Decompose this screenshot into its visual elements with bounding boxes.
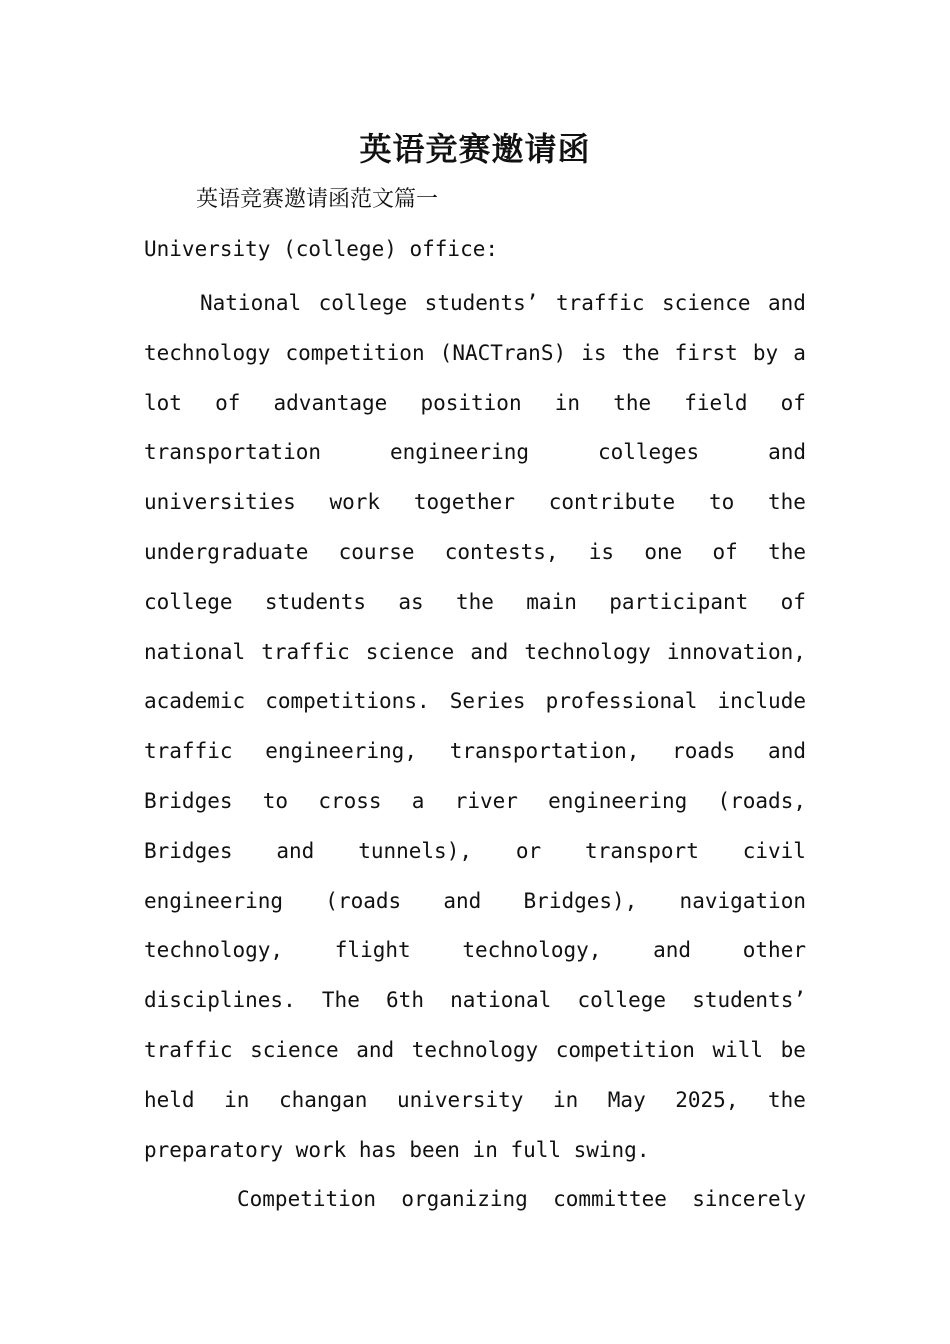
body-word: is <box>588 539 615 564</box>
body-word: transport <box>585 838 699 863</box>
body-word: as <box>398 589 424 614</box>
body-word: the <box>456 589 494 614</box>
body-line <box>144 628 806 678</box>
body-word: and <box>470 639 509 664</box>
body-word: academic <box>144 689 246 714</box>
body-word: in <box>472 1137 498 1162</box>
body-word: colleges <box>597 440 700 465</box>
body-word: innovation, <box>666 639 806 664</box>
body-line <box>144 777 806 827</box>
body-word: and <box>768 291 806 315</box>
salutation: University (college) office: <box>144 237 499 261</box>
body-word: together <box>413 490 515 515</box>
body-line <box>144 1126 806 1176</box>
body-word: flight <box>334 938 411 963</box>
body-word: 6th <box>386 988 424 1013</box>
body-word: contribute <box>548 490 676 515</box>
body-line <box>144 578 806 628</box>
body-word: changan <box>278 1087 368 1112</box>
body-word: May <box>607 1087 646 1112</box>
body-word: of <box>780 390 806 415</box>
body-word: the <box>613 390 652 415</box>
body-word: undergraduate <box>144 539 309 564</box>
body-line <box>144 877 806 927</box>
document-title: 英语竞赛邀请函 <box>359 130 591 168</box>
body-word: in <box>224 1087 250 1112</box>
body-word: advantage <box>273 390 388 415</box>
body-word: engineering, <box>265 739 417 764</box>
body-word: main <box>526 589 577 614</box>
body-line <box>144 827 806 877</box>
body-word: traffic <box>261 639 350 664</box>
body-word: college <box>577 988 667 1013</box>
body-word: committee <box>553 1187 667 1212</box>
body-word: the <box>768 490 806 515</box>
body-line <box>144 478 806 528</box>
body-word: is <box>581 340 607 365</box>
body-word: Bridges <box>144 788 233 813</box>
body-word: of <box>215 390 241 415</box>
body-word: navigation <box>679 888 806 913</box>
body-word: other <box>742 938 806 963</box>
body-paragraphs <box>144 279 806 1225</box>
body-word: competitions. <box>265 689 430 714</box>
body-word: has <box>358 1137 397 1162</box>
body-word: competition <box>555 1037 695 1062</box>
body-line <box>144 279 806 329</box>
body-word: science <box>365 639 455 664</box>
body-word: National <box>200 291 302 315</box>
body-word: and <box>653 938 692 963</box>
body-word: position <box>420 390 522 415</box>
body-word: and <box>768 739 806 764</box>
body-word: river <box>454 788 518 813</box>
body-line <box>144 1175 806 1225</box>
body-word: engineering <box>144 888 284 913</box>
body-word: traffic <box>144 1037 233 1062</box>
body-word: disciplines. <box>144 988 296 1013</box>
body-word: been <box>409 1137 460 1162</box>
body-word: work <box>329 490 381 515</box>
body-word: science <box>661 291 751 315</box>
body-word: and <box>356 1037 395 1062</box>
body-word: to <box>708 490 735 515</box>
body-line <box>144 428 806 478</box>
body-word: transportation <box>144 440 322 465</box>
body-word: work <box>295 1137 347 1162</box>
body-word: The <box>321 988 360 1013</box>
body-word: technology, <box>462 938 602 963</box>
body-word: students’ <box>692 988 806 1013</box>
body-word: engineering <box>548 788 688 813</box>
body-word: swing. <box>573 1137 650 1162</box>
body-word: and <box>443 888 482 913</box>
body-word: a <box>411 788 425 813</box>
body-word: university <box>396 1087 524 1112</box>
body-word: of <box>712 539 738 564</box>
body-word: (roads, <box>717 788 806 813</box>
body-word: technology <box>144 340 271 365</box>
body-word: organizing <box>401 1187 528 1212</box>
body-line <box>144 976 806 1026</box>
body-word: cross <box>318 788 382 813</box>
body-word: sincerely <box>692 1187 806 1212</box>
body-word: technology <box>411 1037 539 1062</box>
body-line <box>144 677 806 727</box>
body-word: to <box>262 788 289 813</box>
body-word: be <box>780 1037 806 1062</box>
body-word: traffic <box>144 739 233 764</box>
body-line <box>144 1026 806 1076</box>
body-word: one <box>644 539 683 564</box>
body-word: full <box>510 1137 562 1162</box>
body-word: in <box>552 1087 579 1112</box>
body-word: competition <box>285 340 425 365</box>
body-word: national <box>144 639 246 664</box>
body-line <box>144 379 806 429</box>
body-word: and <box>276 838 315 863</box>
body-word: national <box>450 988 552 1013</box>
body-word: field <box>684 390 748 415</box>
document-subtitle: 英语竞赛邀请函范文篇一 <box>196 187 439 212</box>
body-word: the <box>621 340 660 365</box>
body-word: (NACTranS) <box>439 340 567 365</box>
body-word: contests, <box>444 539 559 564</box>
body-line <box>144 926 806 976</box>
body-word: Competition <box>237 1187 377 1212</box>
body-word: the <box>768 539 806 564</box>
body-word: students’ <box>424 291 539 315</box>
body-line <box>144 528 806 578</box>
body-word: 2025, <box>675 1087 739 1112</box>
body-word: (roads <box>325 888 402 913</box>
body-word: include <box>717 689 806 714</box>
body-word: Series <box>449 689 526 714</box>
body-word: and <box>768 440 806 465</box>
body-word: the <box>768 1087 806 1112</box>
body-word: students <box>264 589 367 614</box>
body-word: science <box>250 1037 339 1062</box>
body-word: college <box>144 589 233 614</box>
body-word: of <box>780 589 806 614</box>
body-word: a <box>793 340 806 365</box>
body-word: tunnels), <box>358 838 472 863</box>
body-word: first <box>674 340 738 365</box>
body-word: in <box>554 390 581 415</box>
body-word: college <box>318 291 408 315</box>
body-word: transportation, <box>449 739 640 764</box>
body-line <box>144 329 806 379</box>
body-line <box>144 1076 806 1126</box>
body-word: roads <box>672 739 736 764</box>
body-word: technology <box>524 639 651 664</box>
body-word: civil <box>742 838 806 863</box>
body-word: Bridges <box>144 838 233 863</box>
body-word: will <box>712 1037 764 1062</box>
body-word: course <box>338 539 415 564</box>
body-word: participant <box>609 589 749 614</box>
body-word: preparatory <box>144 1137 284 1162</box>
body-word: Bridges), <box>523 888 638 913</box>
body-word: by <box>752 340 779 365</box>
body-word: universities <box>144 490 296 515</box>
body-word: lot <box>144 390 182 415</box>
body-word: professional <box>545 689 698 714</box>
body-word: technology, <box>144 938 284 963</box>
body-word: or <box>515 838 542 863</box>
body-word: traffic <box>555 291 645 315</box>
body-word: engineering <box>389 440 530 465</box>
body-word: held <box>144 1087 195 1112</box>
body-line <box>144 727 806 777</box>
